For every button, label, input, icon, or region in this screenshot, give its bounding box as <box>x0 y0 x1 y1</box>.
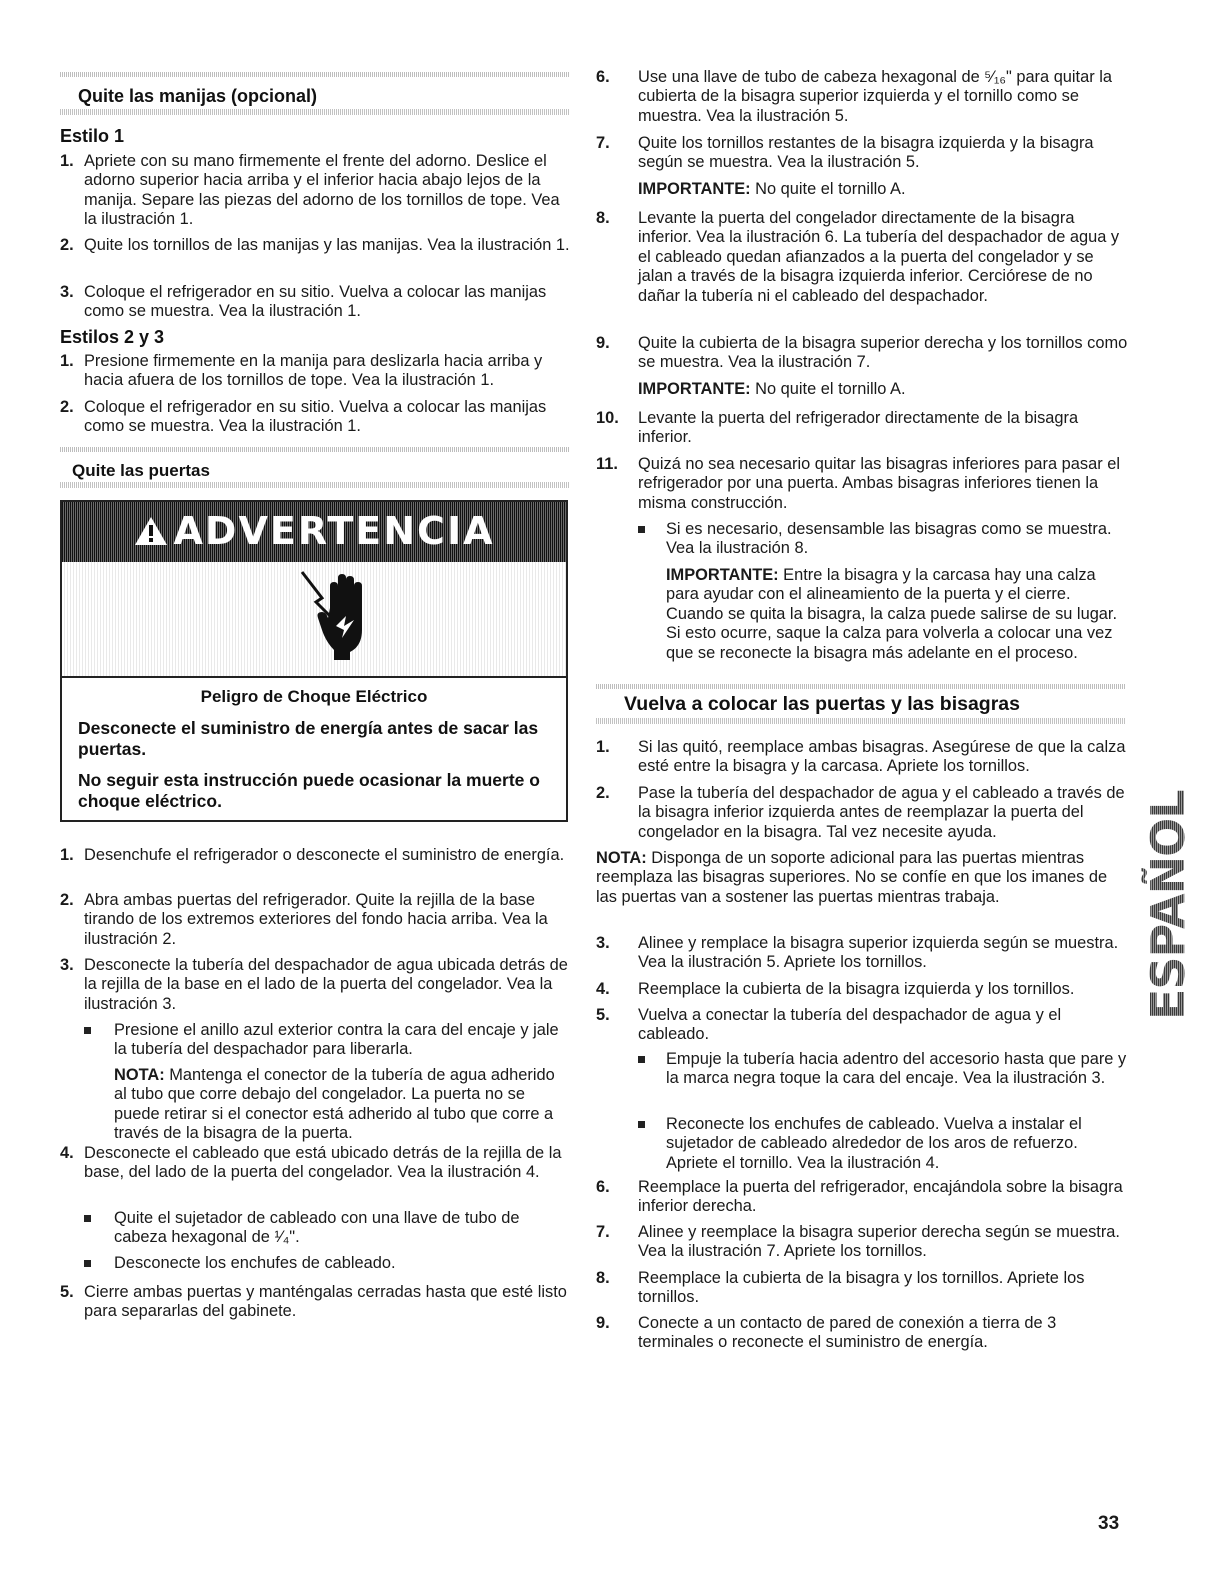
warning-line-1: Desconecte el suministro de energía antes de sacar las puertas. <box>78 718 539 759</box>
list-item: 2. Pase la tubería del despachador de agua y el cableado a través de la bisagra inferior izquierda antes de reemplazar la puerta del congelador en la bisagra. Tal vez necesite ayuda. <box>596 784 1125 841</box>
list-item: 10. Levante la puerta del refrigerador directamente de la bisagra inferior. <box>596 409 1079 447</box>
important-note: IMPORTANTE: No quite el tornillo A. <box>638 180 906 198</box>
list-item: 5. Vuelva a conectar la tubería del despachador de agua y el cableado. <box>596 1006 1062 1044</box>
style23-title: Estilos 2 y 3 <box>60 327 165 347</box>
note: NOTA: Disponga de un soporte adicional para las puertas mientras reemplaza las bisagras superiores. No se confíe en que los imanes de las puertas van a sostener las puertas mientras trabaja. <box>596 849 1108 906</box>
bullet-square-icon <box>84 1260 91 1267</box>
important-note: IMPORTANTE: Entre la bisagra y la carcasa hay una calza para ayudar con el alineamiento de la puerta y el cierre. Cuando se quita la bisagra, la calza puede salirse de su lugar. Si esto ocurre, saque la calza para volverla a colocar una vez que se reconecte la bisagra más adelante en el proceso. <box>666 566 1118 662</box>
list-item: 9. Quite la cubierta de la bisagra superior derecha y los tornillos como se muestra. Vea la ilustración 7. <box>596 334 1128 372</box>
list-item: 1. Presione firmemente en la manija para deslizarla hacia arriba y hacia afuera de los tornillos de tope. Vea la ilustración 1. <box>60 352 543 390</box>
important-note: IMPORTANTE: No quite el tornillo A. <box>638 380 906 398</box>
warning-triangle-icon <box>134 516 168 546</box>
bullet-item: Empuje la tubería hacia adentro del accesorio hasta que pare y la marca negra toque la cara del encaje. Vea la ilustración 3. <box>638 1050 1130 1089</box>
bullet-item: Quite el sujetador de cableado con una llave de tubo de cabeza hexagonal de ¹⁄₄". <box>84 1209 572 1248</box>
list-item: 2. Coloque el refrigerador en su sitio. Vuelva a colocar las manijas como se muestra. Vea la ilustración 1. <box>60 398 547 436</box>
section-rule-bottom <box>60 482 570 488</box>
list-item: 2. Quite los tornillos de las manijas y las manijas. Vea la ilustración 1. <box>60 236 570 254</box>
section-rule-bottom <box>60 109 570 115</box>
bullet-square-icon <box>638 526 645 533</box>
list-item: 1. Apriete con su mano firmemente el frente del adorno. Deslice el adorno superior hacia arriba y el inferior hacia abajo lejos de la manija. Separe las piezas del adorno de los tornillos de tope. Vea la ilustración 1. <box>60 152 560 229</box>
list-item: 3. Desconecte la tubería del despachador de agua ubicada detrás de la rejilla de la base en el lado de la puerta del congelador. Vea la ilustración 3. <box>60 956 568 1013</box>
section-title-replace: Vuelva a colocar las puertas y las bisagras <box>624 693 1020 715</box>
warning-body <box>62 678 566 820</box>
language-side-tab <box>1141 790 1195 1022</box>
list-item: 4. Desconecte el cableado que está ubicado detrás de la rejilla de la base, del lado de la puerta del congelador. Vea la ilustración 4. <box>60 1144 562 1182</box>
list-item: 3. Alinee y remplace la bisagra superior izquierda según se muestra. Vea la ilustración 5. Apriete los tornillos. <box>596 934 1119 972</box>
bullet-square-icon <box>638 1121 645 1128</box>
section-rule-bottom <box>596 718 1126 724</box>
warning-hazard: Peligro de Choque Eléctrico <box>200 687 428 706</box>
bullet-square-icon <box>638 1056 645 1063</box>
section-rule-top <box>596 684 1126 689</box>
warning-title: ADVERTENCIA <box>62 508 566 554</box>
note: NOTA: Mantenga el conector de la tubería de agua adherido al tubo que corre debajo del congelador. La puerta no se puede retirar si el conector está adherido al tubo que corre a través de la bisagra de la puerta. <box>114 1066 555 1143</box>
list-item: 8. Levante la puerta del congelador directamente de la bisagra inferior. Vea la ilustración 6. La tubería del despachador de agua y el cableado quedan afianzados a la puerta del congelador y se jalan a través de la bisagra izquierda inferior. Cerciórese de no dañar la tubería ni el cableado del despachador. <box>596 209 1120 305</box>
bullet-item: Desconecte los enchufes de cableado. <box>84 1254 572 1273</box>
section-title-handles: Quite las manijas (opcional) <box>78 86 318 106</box>
page-number: 33 <box>1098 1513 1120 1534</box>
list-item: 2. Abra ambas puertas del refrigerador. Quite la rejilla de la base tirando de los extremos exteriores del fondo hacia arriba. Vea la ilustración 2. <box>60 891 548 948</box>
bullet-item: Si es necesario, desensamble las bisagras como se muestra. Vea la ilustración 8. <box>638 520 1130 559</box>
section-rule-top <box>60 72 570 77</box>
section-rule-top <box>60 447 570 452</box>
list-item: 6. Use una llave de tubo de cabeza hexagonal de ⁵⁄₁₆" para quitar la cubierta de la bisagra superior izquierda y el tornillo como se muestra. Vea la ilustración 5. <box>596 68 1112 125</box>
list-item: 9. Conecte a un contacto de pared de conexión a tierra de 3 terminales o reconecte el suministro de energía. <box>596 1314 1057 1352</box>
bullet-square-icon <box>84 1215 91 1222</box>
list-item: 5. Cierre ambas puertas y manténgalas cerradas hasta que esté listo para separarlas del gabinete. <box>60 1283 567 1321</box>
warning-line-2: No seguir esta instrucción puede ocasionar la muerte o choque eléctrico. <box>78 770 540 811</box>
list-item: 7. Alinee y reemplace la bisagra superior derecha según se muestra. Vea la ilustración 7. Apriete los tornillos. <box>596 1223 1120 1261</box>
section-title-doors: Quite las puertas <box>72 461 210 480</box>
style1-title: Estilo 1 <box>60 126 125 146</box>
list-item: 1. Si las quitó, reemplace ambas bisagras. Asegúrese de que la calza esté entre la bisagra y la carcasa. Apriete los tornillos. <box>596 738 1126 776</box>
side-tab-text: ESPAÑOL <box>1141 790 1195 1020</box>
bullet-square-icon <box>84 1027 91 1034</box>
warning-picture-area <box>62 562 566 678</box>
warning-box <box>60 500 568 822</box>
list-item: 1. Desenchufe el refrigerador o desconecte el suministro de energía. <box>60 846 565 864</box>
list-item: 7. Quite los tornillos restantes de la bisagra izquierda y la bisagra según se muestra. Vea la ilustración 5. <box>596 134 1094 172</box>
bullet-item: Presione el anillo azul exterior contra la cara del encaje y jale la tubería del despachador para liberarla. <box>84 1021 572 1060</box>
list-item: 8. Reemplace la cubierta de la bisagra y los tornillos. Apriete los tornillos. <box>596 1269 1085 1307</box>
warning-header <box>62 502 566 562</box>
bullet-item: Reconecte los enchufes de cableado. Vuelva a instalar el sujetador de cableado alrededor de los aros de refuerzo. Apriete el tornillo. Vea la ilustración 4. <box>638 1115 1130 1173</box>
list-item: 11. Quizá no sea necesario quitar las bisagras inferiores para pasar el refrigerador por una puerta. Ambas bisagras inferiores tienen la misma construcción. <box>596 455 1120 512</box>
list-item: 6. Reemplace la puerta del refrigerador, encajándola sobre la bisagra inferior derecha. <box>596 1178 1123 1216</box>
list-item: 4. Reemplace la cubierta de la bisagra izquierda y los tornillos. <box>596 980 1075 998</box>
electric-shock-hand-icon <box>300 568 380 664</box>
list-item: 3. Coloque el refrigerador en su sitio. Vuelva a colocar las manijas como se muestra. Vea la ilustración 1. <box>60 283 547 321</box>
